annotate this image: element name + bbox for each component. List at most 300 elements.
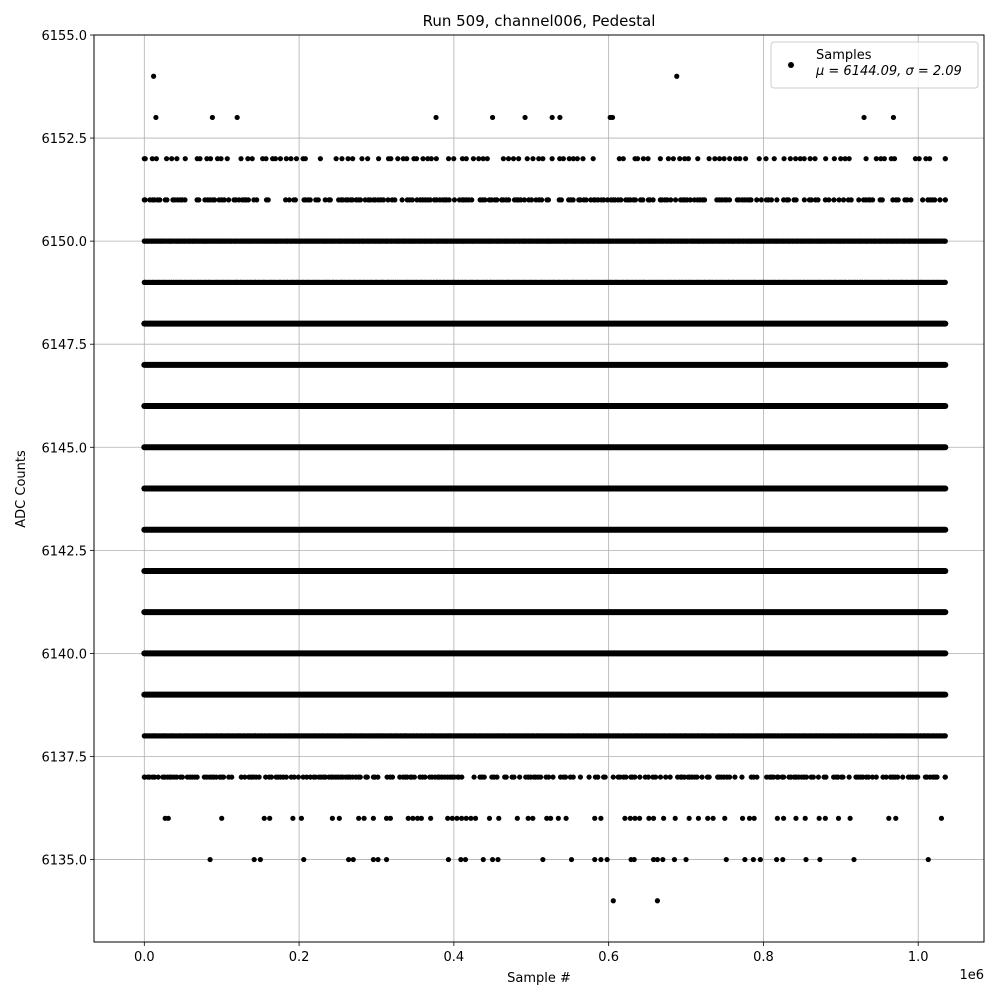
data-point xyxy=(856,197,861,202)
data-point xyxy=(802,156,807,161)
data-point xyxy=(632,816,637,821)
y-tick-label: 6155.0 xyxy=(41,29,87,44)
data-point xyxy=(677,156,682,161)
data-point xyxy=(863,156,868,161)
data-point xyxy=(780,857,785,862)
data-point xyxy=(575,156,580,161)
data-point xyxy=(674,74,679,79)
data-point xyxy=(429,156,434,161)
data-point xyxy=(539,197,544,202)
data-point xyxy=(754,197,759,202)
data-point xyxy=(428,816,433,821)
data-point xyxy=(485,156,490,161)
data-point xyxy=(849,197,854,202)
data-point xyxy=(592,857,597,862)
data-point xyxy=(920,197,925,202)
y-tick-label: 6135.0 xyxy=(41,853,87,869)
data-point xyxy=(603,774,608,779)
data-point xyxy=(195,774,200,779)
data-point xyxy=(504,774,509,779)
data-point xyxy=(294,156,299,161)
data-point xyxy=(611,898,616,903)
data-point xyxy=(229,774,234,779)
data-point xyxy=(450,816,455,821)
data-point xyxy=(154,156,159,161)
data-point xyxy=(328,197,333,202)
data-point xyxy=(142,774,147,779)
data-point xyxy=(540,857,545,862)
data-point xyxy=(284,156,289,161)
legend xyxy=(771,42,978,88)
data-point xyxy=(563,816,568,821)
data-point xyxy=(786,197,791,202)
data-point xyxy=(774,197,779,202)
data-point xyxy=(763,156,768,161)
data-point xyxy=(895,774,900,779)
data-point xyxy=(422,774,427,779)
data-point xyxy=(943,280,948,285)
y-tick-label: 6145.0 xyxy=(41,441,87,457)
data-point xyxy=(769,197,774,202)
data-point xyxy=(623,774,628,779)
data-point xyxy=(747,816,752,821)
data-point xyxy=(793,197,798,202)
data-point xyxy=(530,816,535,821)
data-point xyxy=(517,774,522,779)
data-point xyxy=(212,197,217,202)
data-point xyxy=(826,197,831,202)
data-point xyxy=(525,156,530,161)
data-point xyxy=(395,156,400,161)
data-point xyxy=(848,816,853,821)
data-point xyxy=(943,156,948,161)
legend-stats: μ = 6144.09, σ = 2.09 xyxy=(816,64,962,79)
data-point xyxy=(358,774,363,779)
data-point xyxy=(252,857,257,862)
data-point xyxy=(316,197,321,202)
data-point xyxy=(811,774,816,779)
data-point xyxy=(727,774,732,779)
data-point xyxy=(446,857,451,862)
data-point xyxy=(452,197,457,202)
data-point xyxy=(487,816,492,821)
data-point xyxy=(666,156,671,161)
data-point xyxy=(296,774,301,779)
data-point xyxy=(563,774,568,779)
data-point xyxy=(632,857,637,862)
data-point xyxy=(284,774,289,779)
data-point xyxy=(939,816,944,821)
data-point xyxy=(870,197,875,202)
data-point xyxy=(742,857,747,862)
data-point xyxy=(908,197,913,202)
chart-title: Run 509, channel006, Pedestal xyxy=(422,12,656,30)
data-point xyxy=(900,774,905,779)
data-point xyxy=(722,156,727,161)
data-point xyxy=(365,774,370,779)
data-point xyxy=(464,156,469,161)
data-point xyxy=(471,156,476,161)
data-point xyxy=(226,197,231,202)
data-point xyxy=(356,816,361,821)
data-point xyxy=(339,156,344,161)
data-point xyxy=(571,774,576,779)
data-point xyxy=(458,857,463,862)
data-point xyxy=(775,816,780,821)
data-point xyxy=(345,156,350,161)
data-point xyxy=(404,156,409,161)
data-point xyxy=(610,115,615,120)
data-point xyxy=(694,774,699,779)
data-point xyxy=(651,816,656,821)
data-point xyxy=(371,857,376,862)
data-point xyxy=(530,156,535,161)
data-point xyxy=(350,156,355,161)
data-point xyxy=(266,197,271,202)
data-point xyxy=(358,197,363,202)
data-point xyxy=(695,156,700,161)
data-point xyxy=(376,156,381,161)
data-point xyxy=(831,197,836,202)
data-point xyxy=(683,857,688,862)
data-point xyxy=(263,156,268,161)
data-point xyxy=(447,197,452,202)
data-point xyxy=(182,197,187,202)
data-point xyxy=(330,816,335,821)
data-point xyxy=(515,816,520,821)
data-point xyxy=(598,857,603,862)
data-point xyxy=(673,816,678,821)
data-point xyxy=(611,774,616,779)
data-point xyxy=(419,816,424,821)
data-point xyxy=(754,774,759,779)
data-point xyxy=(586,774,591,779)
data-point xyxy=(459,816,464,821)
data-point xyxy=(781,156,786,161)
data-point xyxy=(621,156,626,161)
data-point xyxy=(156,774,161,779)
data-point xyxy=(932,197,937,202)
data-point xyxy=(496,816,501,821)
data-point xyxy=(381,197,386,202)
data-point xyxy=(371,816,376,821)
data-point xyxy=(847,774,852,779)
data-point xyxy=(269,774,274,779)
data-point xyxy=(891,115,896,120)
data-point xyxy=(752,816,757,821)
data-point xyxy=(886,816,891,821)
data-point xyxy=(823,156,828,161)
data-point xyxy=(506,156,511,161)
data-point xyxy=(164,156,169,161)
data-point xyxy=(874,774,879,779)
data-point xyxy=(412,774,417,779)
data-point xyxy=(151,74,156,79)
data-point xyxy=(375,774,380,779)
x-tick-label: 0.0 xyxy=(133,950,155,965)
data-point xyxy=(658,774,663,779)
data-point xyxy=(235,115,240,120)
data-point xyxy=(717,156,722,161)
data-point xyxy=(748,197,753,202)
data-point xyxy=(836,816,841,821)
data-point xyxy=(273,156,278,161)
data-point xyxy=(197,156,202,161)
data-point xyxy=(645,156,650,161)
data-point xyxy=(793,156,798,161)
data-point xyxy=(712,156,717,161)
data-point xyxy=(917,156,922,161)
data-point xyxy=(781,774,786,779)
data-point xyxy=(832,156,837,161)
data-point xyxy=(433,115,438,120)
data-point xyxy=(174,156,179,161)
data-point xyxy=(540,156,545,161)
data-point xyxy=(516,156,521,161)
data-point xyxy=(668,774,673,779)
data-point xyxy=(727,156,732,161)
data-point xyxy=(882,156,887,161)
data-point xyxy=(561,156,566,161)
data-point xyxy=(400,197,405,202)
data-point xyxy=(605,857,610,862)
data-point xyxy=(934,774,939,779)
data-point xyxy=(293,197,298,202)
data-point xyxy=(646,774,651,779)
data-point xyxy=(823,816,828,821)
data-point xyxy=(655,857,660,862)
data-point xyxy=(788,156,793,161)
x-tick-label: 0.6 xyxy=(598,950,619,965)
data-point xyxy=(653,774,658,779)
data-point xyxy=(196,197,201,202)
data-point xyxy=(926,857,931,862)
data-point xyxy=(622,816,627,821)
data-point xyxy=(707,156,712,161)
data-point xyxy=(550,156,555,161)
data-point xyxy=(817,857,822,862)
y-tick-label: 6147.5 xyxy=(41,338,87,354)
data-point xyxy=(804,774,809,779)
data-point xyxy=(781,816,786,821)
data-point xyxy=(222,197,227,202)
data-point xyxy=(482,774,487,779)
data-point xyxy=(463,857,468,862)
data-point xyxy=(655,898,660,903)
data-point xyxy=(365,156,370,161)
data-point xyxy=(550,115,555,120)
data-point xyxy=(737,156,742,161)
data-point xyxy=(757,156,762,161)
data-point xyxy=(406,816,411,821)
data-point xyxy=(142,239,147,244)
data-point xyxy=(635,156,640,161)
data-point xyxy=(660,857,665,862)
data-point xyxy=(937,197,942,202)
x-tick-label: 0.4 xyxy=(443,950,465,965)
data-point xyxy=(641,156,646,161)
data-point xyxy=(218,156,223,161)
data-point xyxy=(471,774,476,779)
data-point xyxy=(851,857,856,862)
data-point xyxy=(651,197,656,202)
data-point xyxy=(157,197,162,202)
data-point xyxy=(628,816,633,821)
data-point xyxy=(258,857,263,862)
data-point xyxy=(278,156,283,161)
data-point xyxy=(699,774,704,779)
y-tick-label: 6142.5 xyxy=(41,544,87,560)
data-point xyxy=(538,774,543,779)
data-point xyxy=(774,857,779,862)
data-point xyxy=(618,197,623,202)
data-point xyxy=(301,857,306,862)
data-point xyxy=(454,816,459,821)
y-tick-label: 6150.0 xyxy=(41,235,87,251)
data-point xyxy=(816,774,821,779)
data-point xyxy=(390,774,395,779)
data-point xyxy=(434,156,439,161)
data-point xyxy=(632,774,637,779)
data-point xyxy=(142,733,147,738)
data-point xyxy=(490,857,495,862)
data-point xyxy=(210,115,215,120)
data-point xyxy=(495,857,500,862)
data-point xyxy=(257,774,262,779)
data-point xyxy=(633,197,638,202)
data-point xyxy=(522,115,527,120)
data-point xyxy=(595,774,600,779)
x-tick-label: 0.2 xyxy=(288,950,310,965)
data-point xyxy=(571,197,576,202)
data-point xyxy=(772,156,777,161)
data-point xyxy=(375,857,380,862)
data-point xyxy=(164,197,169,202)
data-point xyxy=(410,816,415,821)
data-point xyxy=(494,774,499,779)
data-point xyxy=(668,197,673,202)
data-point xyxy=(793,816,798,821)
data-point xyxy=(802,197,807,202)
data-point xyxy=(640,197,645,202)
data-point xyxy=(208,156,213,161)
data-point xyxy=(812,156,817,161)
data-point xyxy=(410,197,415,202)
data-point xyxy=(727,197,732,202)
data-point xyxy=(238,156,243,161)
data-point xyxy=(494,197,499,202)
data-point xyxy=(943,774,948,779)
data-point xyxy=(578,774,583,779)
data-point xyxy=(225,156,230,161)
data-point xyxy=(673,197,678,202)
data-point xyxy=(506,197,511,202)
data-point xyxy=(464,816,469,821)
data-point xyxy=(672,857,677,862)
data-point xyxy=(318,156,323,161)
data-point xyxy=(841,197,846,202)
data-point xyxy=(927,156,932,161)
data-point xyxy=(384,857,389,862)
x-tick-label: 1.0 xyxy=(907,950,929,965)
data-point xyxy=(548,816,553,821)
data-point xyxy=(722,816,727,821)
data-point xyxy=(880,197,885,202)
data-point xyxy=(469,197,474,202)
data-point xyxy=(445,816,450,821)
data-point xyxy=(250,156,255,161)
data-point xyxy=(392,197,397,202)
data-point xyxy=(743,156,748,161)
legend-series-name: Samples xyxy=(816,48,872,63)
data-point xyxy=(308,197,313,202)
data-point xyxy=(943,197,948,202)
data-point xyxy=(569,857,574,862)
x-axis-offset-label: 1e6 xyxy=(959,968,984,983)
y-tick-label: 6137.5 xyxy=(41,750,87,766)
y-axis-label: ADC Counts xyxy=(14,450,29,528)
data-point xyxy=(915,774,920,779)
data-point xyxy=(142,156,147,161)
data-point xyxy=(556,816,561,821)
data-point xyxy=(559,197,564,202)
data-point xyxy=(696,816,701,821)
data-point xyxy=(592,816,597,821)
data-point xyxy=(759,197,764,202)
data-point xyxy=(580,156,585,161)
data-point xyxy=(861,115,866,120)
data-point xyxy=(142,197,147,202)
data-point xyxy=(267,816,272,821)
data-point xyxy=(711,816,716,821)
data-point xyxy=(361,816,366,821)
data-point xyxy=(724,857,729,862)
data-point xyxy=(817,816,822,821)
data-point xyxy=(299,816,304,821)
data-point xyxy=(142,280,147,285)
data-point xyxy=(896,197,901,202)
data-point xyxy=(661,816,666,821)
data-point xyxy=(758,857,763,862)
data-point xyxy=(803,816,808,821)
data-point xyxy=(637,816,642,821)
data-point xyxy=(705,816,710,821)
data-point xyxy=(529,197,534,202)
legend-marker xyxy=(788,62,794,68)
data-point xyxy=(663,774,668,779)
data-point xyxy=(732,774,737,779)
data-point xyxy=(459,774,464,779)
data-point xyxy=(687,816,692,821)
data-point xyxy=(254,197,259,202)
data-point xyxy=(739,774,744,779)
data-point xyxy=(246,197,251,202)
data-point xyxy=(221,774,226,779)
data-point xyxy=(451,156,456,161)
data-point xyxy=(847,156,852,161)
data-point xyxy=(584,197,589,202)
data-point xyxy=(501,156,506,161)
data-point xyxy=(262,816,267,821)
data-point xyxy=(803,857,808,862)
data-point xyxy=(414,156,419,161)
data-point xyxy=(550,774,555,779)
data-point xyxy=(526,816,531,821)
data-point xyxy=(511,774,516,779)
data-point xyxy=(740,816,745,821)
data-point xyxy=(446,156,451,161)
data-point xyxy=(751,857,756,862)
